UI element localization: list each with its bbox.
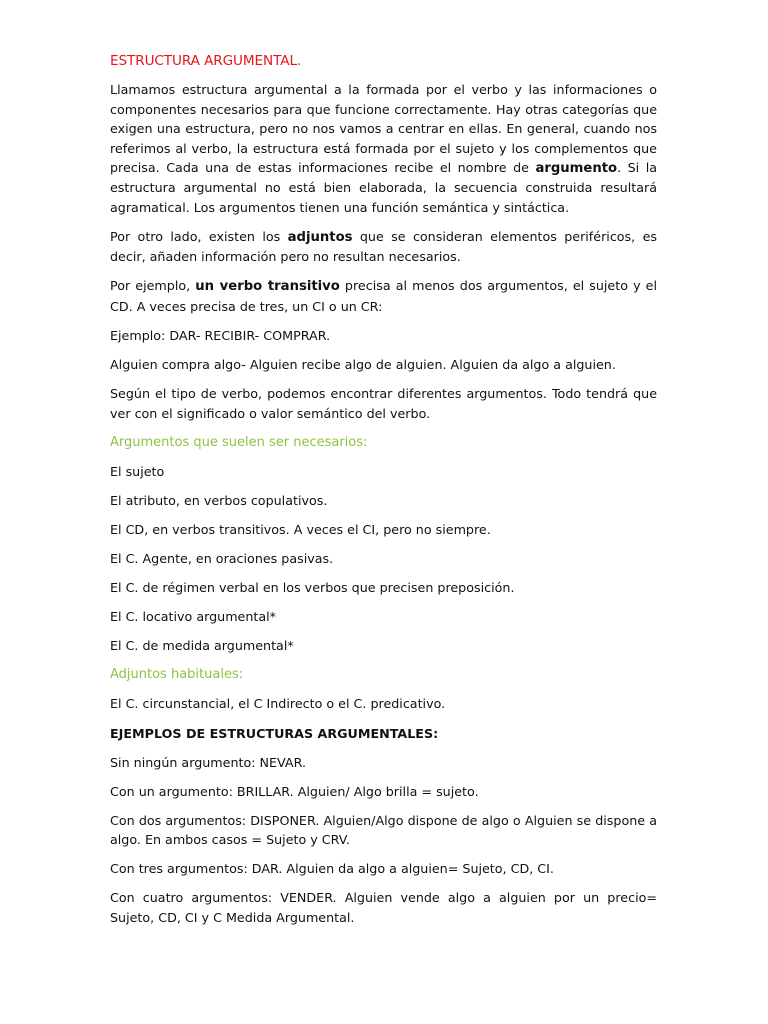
document-body: [110, 52, 657, 937]
transitivo-text-start: Por ejemplo,: [110, 278, 196, 294]
ejemplo-item: Con cuatro argumentos: VENDER. Alguien vende algo a alguien por un precio= Sujeto, CD, CI y C Medida Argumental.: [110, 890, 657, 925]
ejemplos-heading: EJEMPLOS DE ESTRUCTURAS ARGUMENTALES:: [110, 725, 439, 741]
necesarios-item: El C. locativo argumental*: [110, 609, 277, 625]
intro-paragraph: [110, 80, 657, 217]
necesarios-item: El sujeto: [110, 463, 165, 479]
necesarios-item: El C. de régimen verbal en los verbos que precisen preposición.: [110, 580, 515, 596]
necesarios-item: El atributo, en verbos copulativos.: [110, 492, 328, 508]
necesarios-item: El C. Agente, en oraciones pasivas.: [110, 551, 334, 566]
term-verbo-transitivo: un verbo transitivo: [195, 279, 340, 295]
adjuntos-heading: Adjuntos habituales:: [110, 667, 244, 683]
ejemplo-item: Con dos argumentos: DISPONER. Alguien/Algo dispone de algo o Alguien se dispone a algo. En ambos casos = Sujeto y CRV.: [110, 812, 657, 848]
ejemplo-item: Con tres argumentos: DAR. Alguien da algo a alguien= Sujeto, CD, CI.: [110, 861, 554, 877]
necesarios-heading: Argumentos que suelen ser necesarios:: [110, 434, 368, 450]
necesarios-item: El CD, en verbos transitivos. A veces el CI, pero no siempre.: [110, 521, 491, 537]
ejemplo-item: Sin ningún argumento: NEVAR.: [110, 754, 306, 770]
term-adjuntos: adjuntos: [287, 229, 353, 245]
document-title: ESTRUCTURA ARGUMENTAL.: [110, 53, 302, 69]
ejemplo-sentences-line: Alguien compra algo- Alguien recibe algo de alguien. Alguien da algo a alguien.: [110, 357, 616, 373]
adjuntos-text-start: Por otro lado, existen los: [110, 228, 288, 244]
term-argumento: argumento: [535, 161, 618, 177]
adjuntos-paragraph: [110, 227, 657, 267]
necesarios-item: El C. de medida argumental*: [110, 638, 294, 654]
adjuntos-text-end: que se consideran elementos periféricos, es decir, añaden información pero no resultan necesarios.: [110, 228, 658, 265]
segun-paragraph: Según el tipo de verbo, podemos encontrar diferentes argumentos. Todo tendrá que ver con el significado o valor semántico del verbo.: [110, 386, 657, 421]
adjuntos-habituales-text: El C. circunstancial, el C Indirecto o el C. predicativo.: [110, 696, 446, 712]
ejemplo-item: Con un argumento: BRILLAR. Alguien/ Algo brilla = sujeto.: [110, 783, 479, 799]
intro-text-end: . Si la estructura argumental no está bien elaborada, la secuencia construida resultará agramatical. Los argumentos tienen una función semántica y sintáctica.: [110, 160, 657, 215]
intro-text-start: Llamamos estructura argumental a la formada por el verbo y las informaciones o componentes necesarios para que funcione correctamente. Hay otras categorías que exigen una estructura, pero no nos vamos a centrar en ellas. En general, cuando nos referimos al verbo, la estructura está formada por el sujeto y los complementos que precisa. Cada una de estas informaciones recibe el nombre de: [110, 82, 657, 176]
ejemplo-verbs-line: Ejemplo: DAR- RECIBIR- COMPRAR.: [110, 327, 331, 343]
transitivo-paragraph: [110, 276, 657, 316]
transitivo-text-end: precisa al menos dos argumentos, el sujeto y el CD. A veces precisa de tres, un CI o un CR:: [110, 278, 658, 314]
